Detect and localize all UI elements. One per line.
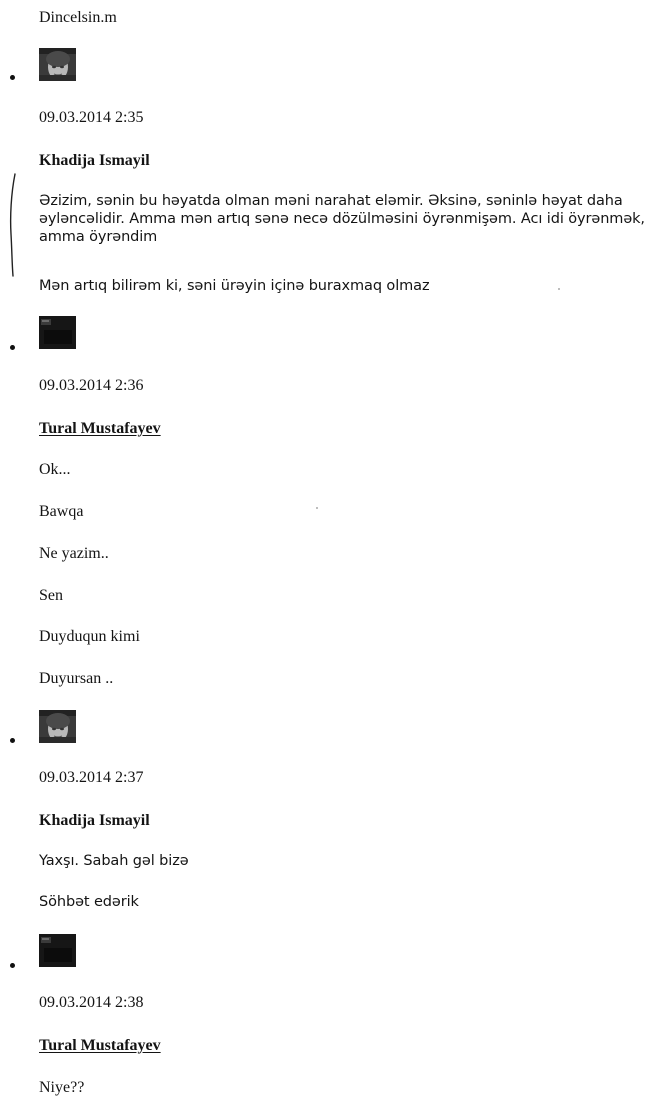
message-text: Sen — [39, 587, 63, 604]
message-timestamp: 09.03.2014 2:36 — [39, 377, 144, 394]
handwritten-margin-mark — [8, 172, 18, 280]
dark-profile-avatar — [39, 934, 76, 967]
author-name: Khadija Ismayil — [39, 152, 150, 169]
list-bullet — [10, 738, 15, 743]
message-text: Duyursan .. — [39, 670, 114, 687]
message-timestamp: 09.03.2014 2:38 — [39, 994, 144, 1011]
message-text: Ok... — [39, 461, 71, 478]
dark-profile-avatar — [39, 316, 76, 349]
message-text: Söhbət edərik — [39, 894, 139, 910]
scan-speck — [316, 507, 318, 509]
message-text: Əzizim, sənin bu həyatda olman məni narahat eləmir. Əksinə, səninlə həyat daha əyləncəlidir. Amma mən artıq sənə necə dözülməsini öyrənmişəm. Acı idi öyrənmək, amma öyrəndim — [39, 193, 645, 245]
list-bullet — [10, 75, 15, 80]
scan-speck — [558, 288, 560, 290]
message-text: Yaxşı. Sabah gəl bizə — [39, 853, 189, 869]
message-timestamp: 09.03.2014 2:35 — [39, 109, 144, 126]
message-text: Ne yazim.. — [39, 545, 109, 562]
author-name-link[interactable]: Tural Mustafayev — [39, 420, 161, 437]
female-portrait-avatar — [39, 710, 76, 743]
message-text: Duyduqun kimi — [39, 628, 140, 645]
message-text: Mən artıq bilirəm ki, səni ürəyin içinə buraxmaq olmaz — [39, 278, 430, 294]
author-name-link[interactable]: Tural Mustafayev — [39, 1037, 161, 1054]
message-text: Bawqa — [39, 503, 84, 520]
list-bullet — [10, 963, 15, 968]
list-bullet — [10, 345, 15, 350]
message-timestamp: 09.03.2014 2:37 — [39, 769, 144, 786]
female-portrait-avatar — [39, 48, 76, 81]
message-text: Niye?? — [39, 1079, 85, 1096]
message-text-fragment: Dincelsin.m — [39, 9, 117, 26]
author-name: Khadija Ismayil — [39, 812, 150, 829]
